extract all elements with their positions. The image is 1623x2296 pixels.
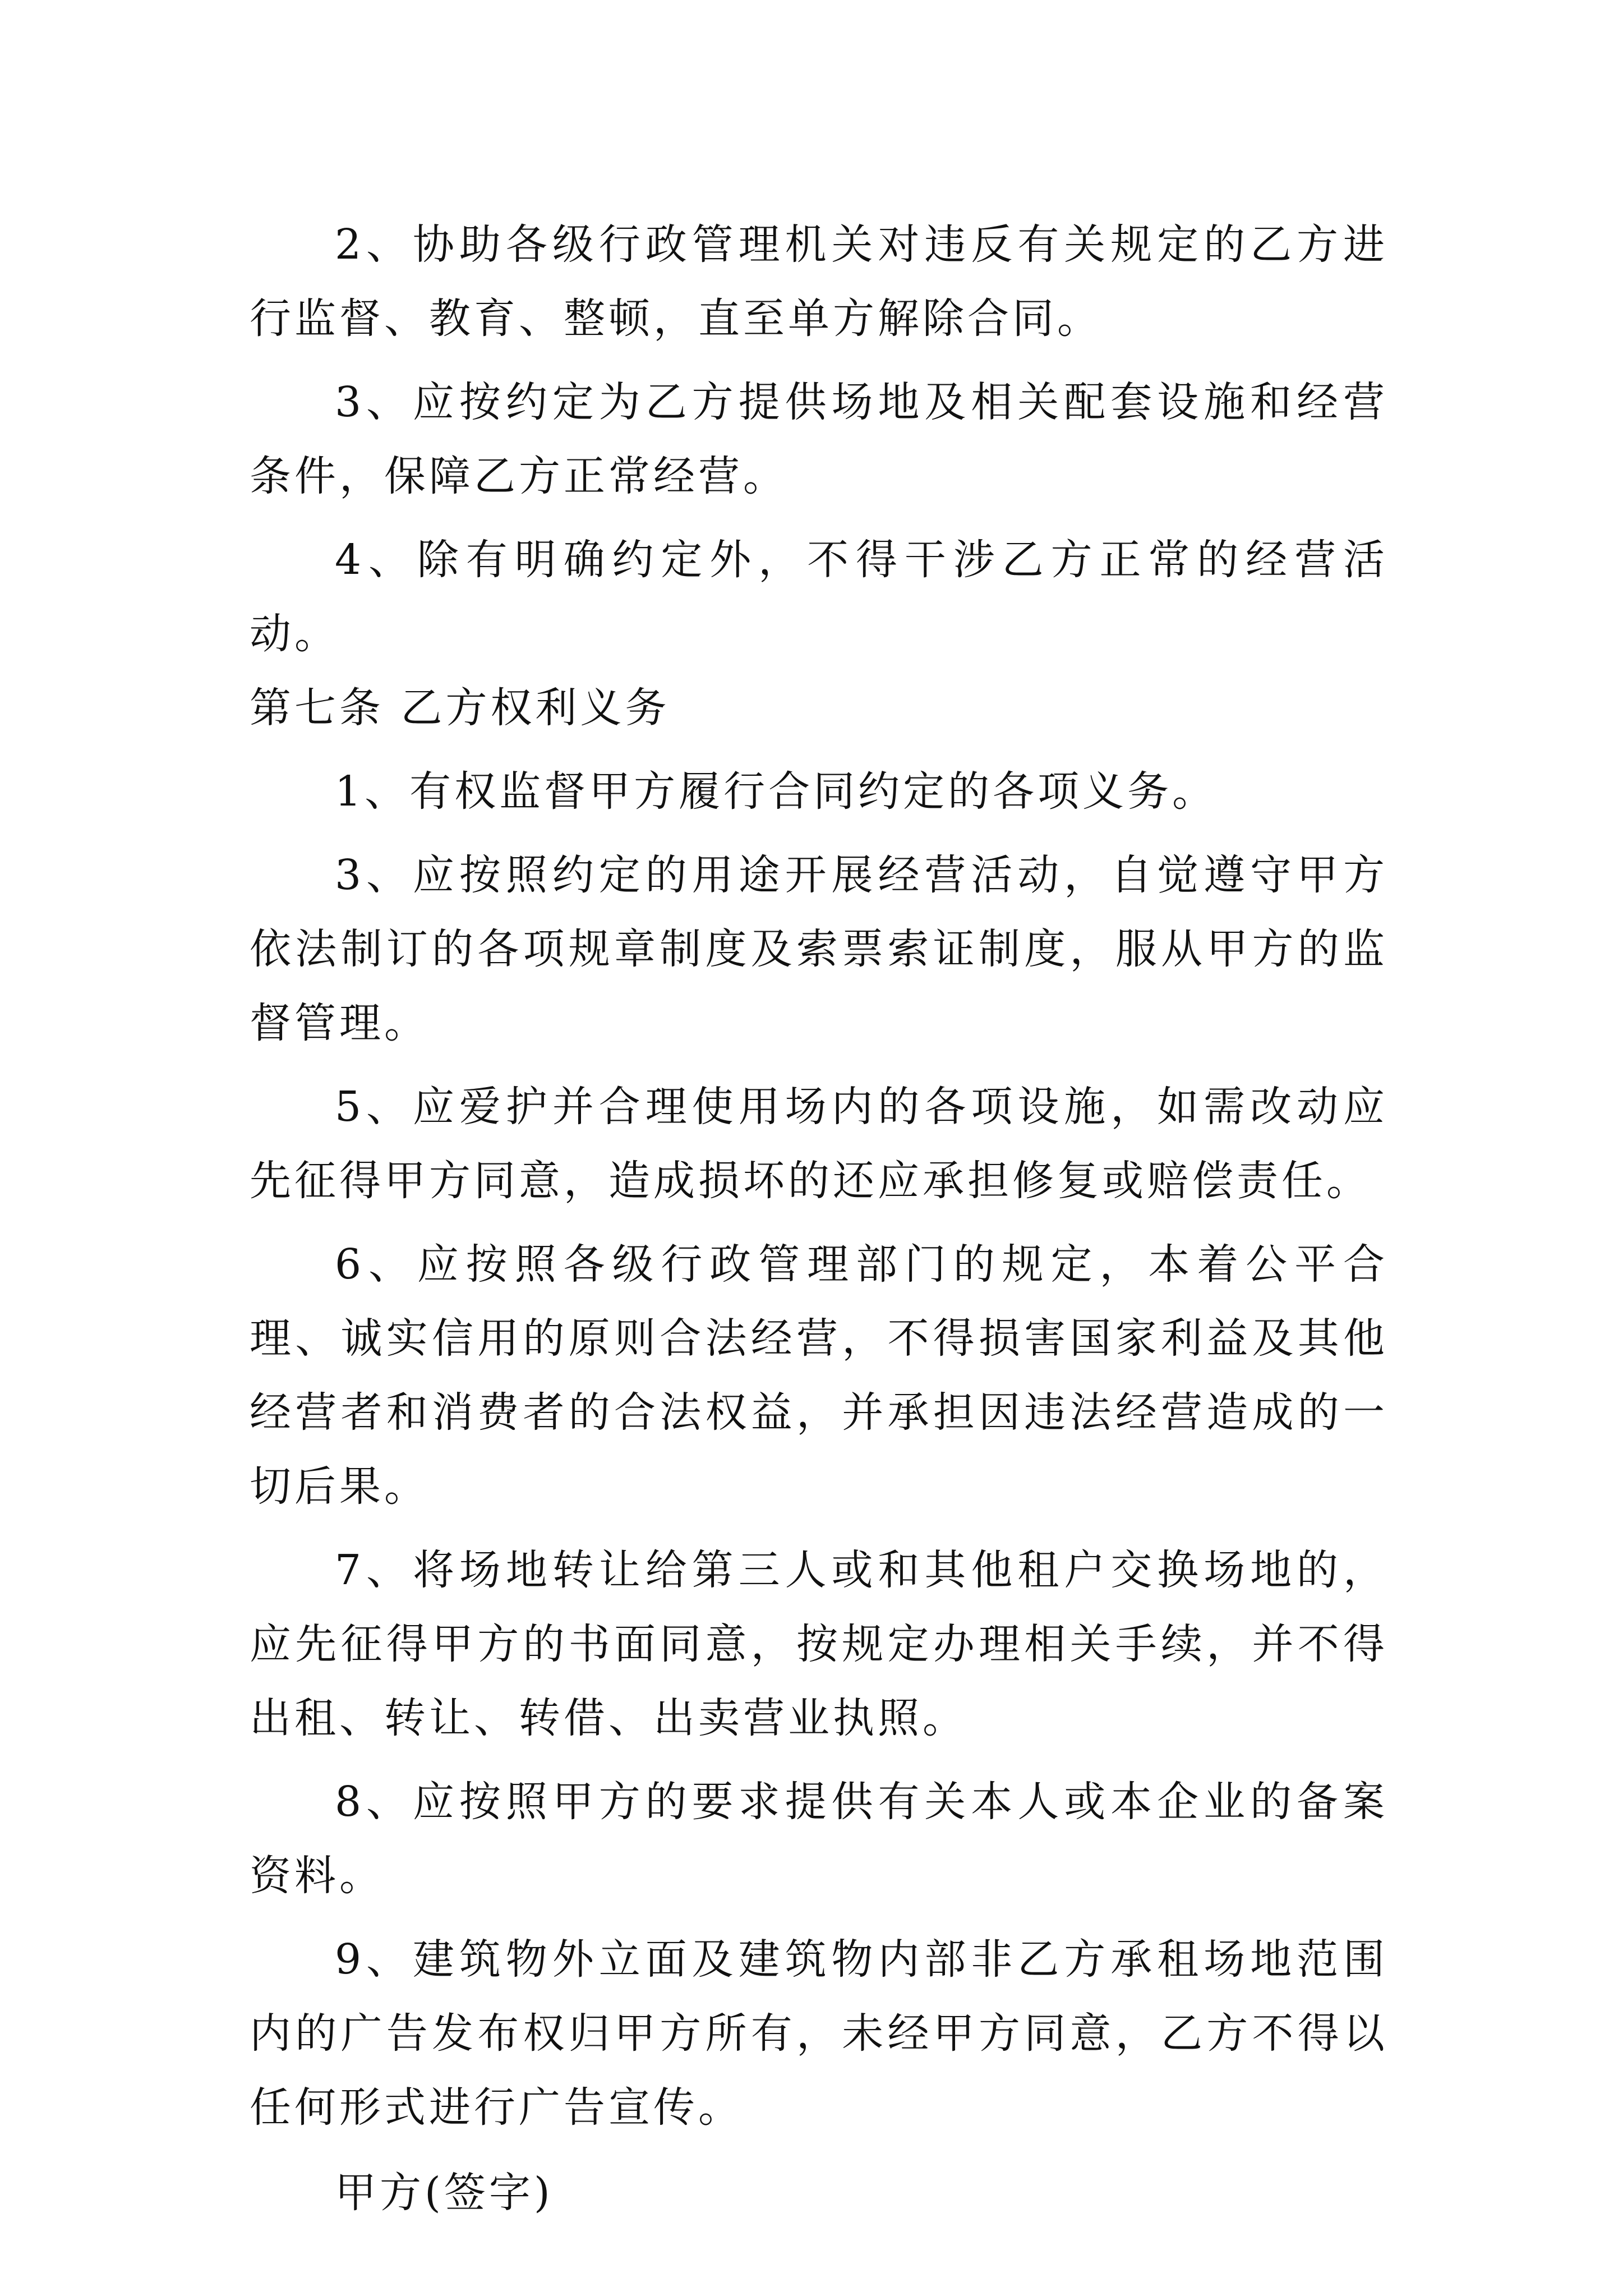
paragraph-party-a-duty-2: 2、协助各级行政管理机关对违反有关规定的乙方进行监督、教育、整顿，直至单方解除合同。: [250, 220, 1388, 343]
signature-line-party-a: 甲方(签字): [335, 2169, 554, 2217]
document-body: [250, 208, 1388, 2230]
paragraph-party-b-item-6: 6、应按照各级行政管理部门的规定，本着公平合理、诚实信用的原则合法经营，不得损害国家利益及其他经营者和消费者的合法权益，并承担因违法经营造成的一切后果。: [250, 1240, 1388, 1511]
paragraph-party-b-item-1: 1、有权监督甲方履行合同约定的各项义务。: [335, 767, 1218, 816]
paragraph-party-b-item-3: 3、应按照约定的用途开展经营活动，自觉遵守甲方依法制订的各项规章制度及索票索证制度，服从甲方的监督管理。: [250, 851, 1388, 1047]
paragraph-party-b-item-9: 9、建筑物外立面及建筑物内部非乙方承租场地范围内的广告发布权归甲方所有，未经甲方同意，乙方不得以任何形式进行广告宣传。: [250, 1935, 1388, 2132]
paragraph-party-a-duty-4: 4、除有明确约定外，不得干涉乙方正常的经营活动。: [250, 536, 1388, 658]
paragraph-party-a-duty-3: 3、应按约定为乙方提供场地及相关配套设施和经营条件，保障乙方正常经营。: [250, 378, 1388, 500]
paragraph-party-b-item-7: 7、将场地转让给第三人或和其他租户交换场地的，应先征得甲方的书面同意，按规定办理相关手续，并不得出租、转让、转借、出卖营业执照。: [250, 1546, 1388, 1742]
paragraph-party-b-item-5: 5、应爱护并合理使用场内的各项设施，如需改动应先征得甲方同意，造成损坏的还应承担修复或赔偿责任。: [250, 1083, 1388, 1205]
paragraph-party-b-item-8: 8、应按照甲方的要求提供有关本人或本企业的备案资料。: [250, 1778, 1388, 1900]
section-heading-article-7: 第七条 乙方权利义务: [250, 684, 670, 732]
